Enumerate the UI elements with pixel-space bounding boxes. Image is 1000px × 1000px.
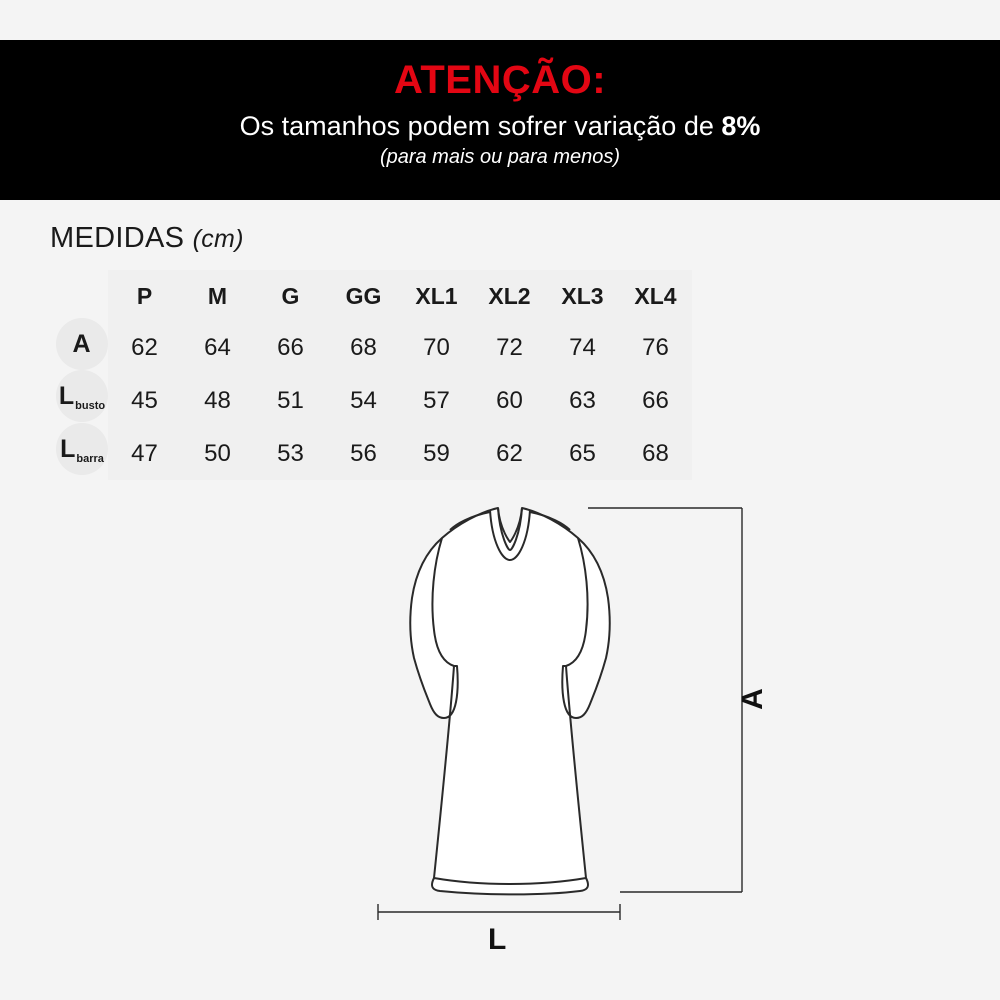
column-header-xl3: XL3 bbox=[561, 282, 604, 309]
cell-lbusto-xl3: 63 bbox=[569, 386, 596, 414]
row-label-l-busto-sub: busto bbox=[75, 400, 106, 412]
size-table bbox=[108, 270, 692, 480]
banner-subtitle bbox=[0, 110, 1000, 142]
size-table-container bbox=[108, 270, 692, 480]
measures-heading bbox=[50, 222, 244, 255]
row-label-a-main: A bbox=[72, 329, 91, 358]
row-label-l-busto bbox=[56, 370, 108, 422]
cell-a-g: 66 bbox=[277, 334, 304, 362]
column-header-xl1: XL1 bbox=[415, 282, 458, 309]
cell-lbusto-g: 51 bbox=[277, 386, 304, 414]
cell-lbarra-p: 47 bbox=[131, 439, 158, 467]
dimension-label-a: A bbox=[735, 688, 769, 710]
cell-a-xl3: 74 bbox=[569, 334, 596, 362]
cell-lbarra-xl4: 68 bbox=[642, 439, 669, 467]
cell-lbarra-xl3: 65 bbox=[569, 439, 596, 467]
column-header-gg: GG bbox=[345, 282, 382, 309]
cell-a-gg: 68 bbox=[350, 334, 377, 362]
row-label-group bbox=[50, 270, 120, 480]
cell-a-xl2: 72 bbox=[496, 334, 523, 362]
column-header-xl2: XL2 bbox=[488, 282, 531, 309]
dimension-label-l: L bbox=[488, 923, 507, 956]
cell-lbusto-gg: 54 bbox=[350, 386, 377, 414]
cell-lbusto-p: 45 bbox=[131, 386, 158, 414]
attention-banner bbox=[0, 40, 1000, 200]
cell-lbarra-g: 53 bbox=[277, 439, 304, 467]
column-header-g: G bbox=[281, 282, 300, 309]
tank-top-illustration bbox=[330, 480, 800, 960]
column-header-p: P bbox=[136, 282, 153, 309]
row-label-l-barra bbox=[56, 423, 108, 475]
cell-a-p: 62 bbox=[131, 334, 158, 362]
cell-lbarra-xl2: 62 bbox=[496, 439, 523, 467]
table-row bbox=[108, 375, 692, 428]
banner-subtitle-highlight: 8% bbox=[721, 111, 761, 141]
measures-heading-text: MEDIDAS bbox=[50, 222, 185, 254]
table-header-row bbox=[108, 270, 692, 322]
cell-lbarra-gg: 56 bbox=[350, 439, 377, 467]
cell-lbarra-xl1: 59 bbox=[423, 439, 450, 467]
cell-a-m: 64 bbox=[204, 334, 231, 362]
garment-diagram bbox=[330, 480, 800, 960]
cell-lbusto-m: 48 bbox=[204, 386, 231, 414]
cell-lbusto-xl4: 66 bbox=[642, 386, 669, 414]
row-label-l-barra-main: L bbox=[60, 434, 76, 463]
column-header-xl4: XL4 bbox=[634, 282, 677, 309]
banner-note: (para mais ou para menos) bbox=[379, 146, 621, 169]
measures-unit: (cm) bbox=[192, 225, 244, 253]
cell-a-xl1: 70 bbox=[423, 334, 450, 362]
table-row bbox=[108, 427, 692, 480]
banner-title: ATENÇÃO: bbox=[393, 58, 607, 102]
row-label-a bbox=[56, 318, 108, 370]
row-label-l-busto-main: L bbox=[58, 381, 75, 410]
column-header-m: M bbox=[207, 282, 228, 309]
table-row bbox=[108, 322, 692, 375]
cell-a-xl4: 76 bbox=[642, 334, 669, 362]
cell-lbusto-xl2: 60 bbox=[496, 386, 523, 414]
banner-subtitle-text: Os tamanhos podem sofrer variação de bbox=[239, 111, 722, 141]
row-label-l-barra-sub: barra bbox=[76, 453, 104, 465]
cell-lbarra-m: 50 bbox=[204, 439, 231, 467]
cell-lbusto-xl1: 57 bbox=[423, 386, 450, 414]
